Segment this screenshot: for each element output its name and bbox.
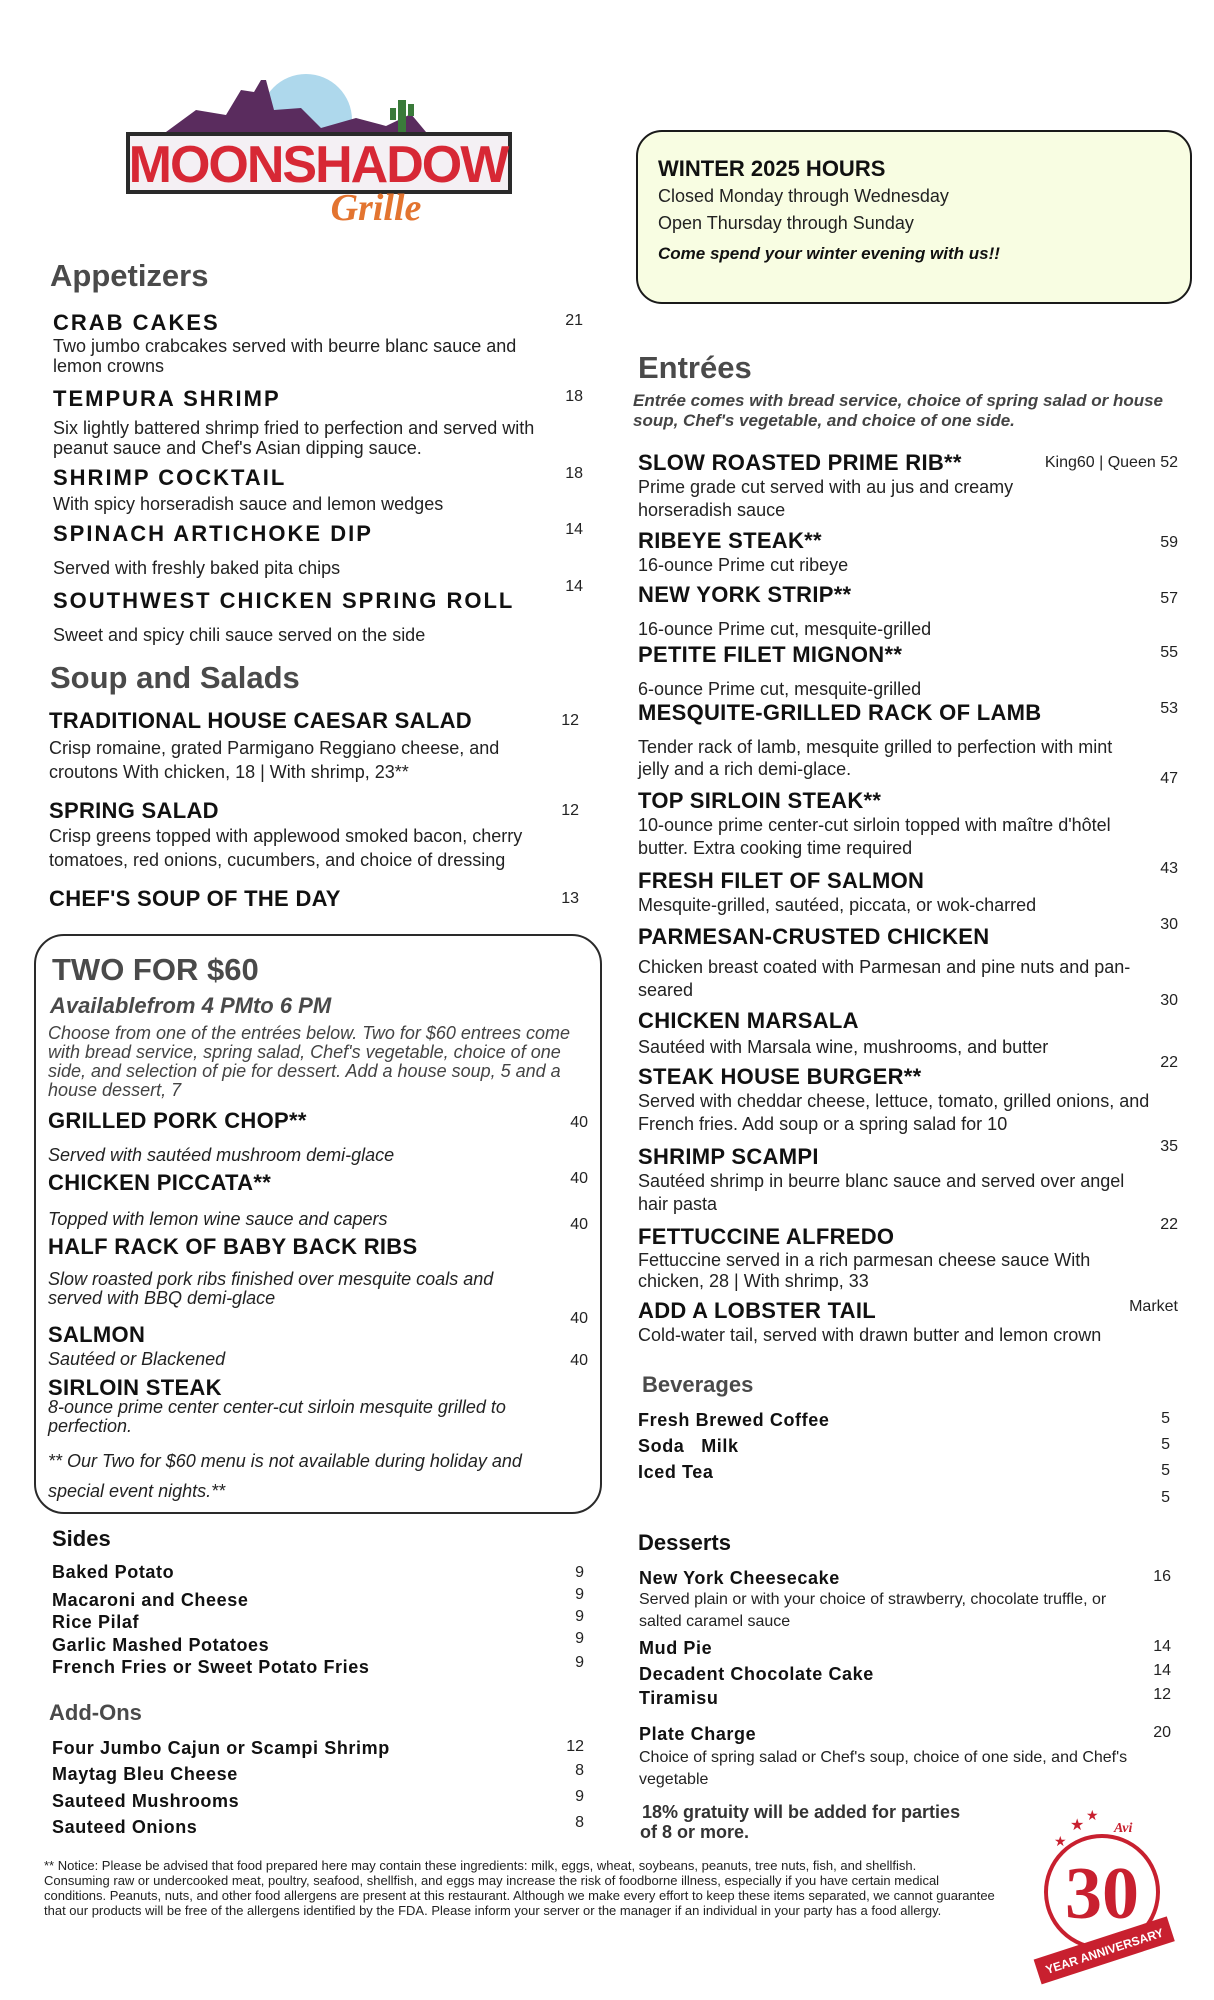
item-name: SPINACH ARTICHOKE DIP [53, 521, 373, 546]
item-price: 22 [1160, 1216, 1178, 1233]
item-price: 47 [1160, 770, 1178, 787]
beverage-item-name: Soda Milk [638, 1436, 739, 1456]
item-name: PETITE FILET MIGNON** [638, 642, 903, 667]
menu-item [638, 770, 1178, 860]
item-description: Sautéed or Blackened [48, 1349, 226, 1369]
menu-item [638, 642, 1178, 700]
item-name: ADD A LOBSTER TAIL [638, 1298, 877, 1323]
side-item-price: 9 [575, 1586, 584, 1603]
item-description: Six lightly battered shrimp fried to perfection and served with peanut sauce and Chef's Asian dipping sauce. [53, 418, 535, 458]
menu-item [53, 465, 583, 515]
side-item-price: 9 [575, 1654, 584, 1671]
item-description: Served with cheddar cheese, lettuce, tomato, grilled onions, and French fries. Add soup or a spring salad for 10 [638, 1091, 1150, 1134]
item-price: 13 [561, 890, 579, 907]
soups-heading: Soup and Salads [50, 660, 300, 695]
addon-item-name: Four Jumbo Cajun or Scampi Shrimp [52, 1738, 390, 1758]
desserts-heading: Desserts [638, 1530, 731, 1555]
item-description: Crisp greens topped with applewood smoked bacon, cherry tomatoes, red onions, cucumbers, and choice of dressing [49, 826, 523, 870]
item-description: 10-ounce prime center-cut sirloin topped with maître d'hôtel butter. Extra cooking time required [638, 815, 1111, 858]
item-description: Chicken breast coated with Parmesan and pine nuts and pan-seared [638, 957, 1131, 1000]
beverage-extra-price: 5 [1161, 1489, 1170, 1506]
item-name: SLOW ROASTED PRIME RIB** [638, 450, 962, 475]
menu-item [53, 578, 583, 646]
hours-line-2: Open Thursday through Sunday [658, 213, 914, 233]
item-name: SIRLOIN STEAK [48, 1375, 222, 1400]
sides-heading: Sides [52, 1526, 111, 1551]
item-price: 55 [1160, 644, 1178, 661]
item-name: SPRING SALAD [49, 798, 219, 823]
dessert-item [639, 1568, 1171, 1633]
addon-item-price: 12 [566, 1738, 584, 1755]
menu-item [638, 450, 1178, 522]
notice-line-1: ** Notice: Please be advised that food prepared here may contain these ingredients: milk, eggs, wheat, soybeans, peanuts, tree nuts, fish, and shellfish. [44, 1858, 917, 1873]
item-description: Topped with lemon wine sauce and capers [48, 1209, 388, 1229]
item-price: 14 [565, 521, 583, 538]
item-price: Market [1129, 1298, 1178, 1315]
item-description: Crisp romaine, grated Parmigano Reggiano cheese, and croutons With chicken, 18 | With shrimp, 23** [49, 738, 500, 782]
item-price: 12 [561, 802, 579, 819]
item-price: 30 [1160, 992, 1178, 1009]
dessert-item-price: 12 [1153, 1686, 1171, 1703]
logo-subtitle: Grille [330, 187, 422, 229]
dessert-item-name: Tiramisu [639, 1688, 719, 1708]
dessert-item-price: 16 [1153, 1568, 1171, 1585]
appetizers-list [53, 310, 583, 650]
plate-charge-price: 20 [1153, 1724, 1171, 1741]
menu-item [53, 521, 583, 579]
item-price: 40 [570, 1170, 588, 1187]
dessert-item-price: 14 [1153, 1638, 1171, 1655]
menu-item [638, 860, 1178, 916]
menu-item [49, 708, 579, 784]
beverage-item-price: 5 [1161, 1462, 1170, 1479]
item-price: King60 | Queen 52 [1044, 454, 1178, 471]
svg-text:★: ★ [1054, 1834, 1067, 1850]
addon-item-name: Sauteed Onions [52, 1817, 198, 1837]
dessert-item-name: Decadent Chocolate Cake [639, 1664, 874, 1684]
item-name: TOP SIRLOIN STEAK** [638, 788, 882, 813]
item-description: Cold-water tail, served with drawn butter and lemon crown [638, 1325, 1102, 1345]
item-name: MESQUITE-GRILLED RACK OF LAMB [638, 700, 1042, 725]
entrees-intro: Entrée comes with bread service, choice of spring salad or house soup, Chef's vegetable, and choice of one side. [633, 391, 1164, 430]
item-price: 53 [1160, 700, 1178, 717]
addon-item-price: 8 [575, 1814, 584, 1831]
item-description: Fettuccine served in a rich parmesan cheese sauce With chicken, 28 | With shrimp, 33 [638, 1250, 1091, 1291]
item-description: 16-ounce Prime cut ribeye [638, 555, 849, 575]
beverage-item-price: 5 [1161, 1410, 1170, 1427]
item-price: 43 [1160, 860, 1178, 877]
menu-item [48, 1310, 588, 1370]
addon-item-name: Maytag Bleu Cheese [52, 1764, 238, 1784]
item-description: 6-ounce Prime cut, mesquite-grilled [638, 679, 922, 699]
item-description: 8-ounce prime center center-cut sirloin mesquite grilled to perfection. [48, 1397, 506, 1436]
menu-item [638, 528, 1178, 576]
hours-line-1: Closed Monday through Wednesday [658, 186, 949, 206]
plate-charge [639, 1724, 1171, 1791]
item-price: 22 [1160, 1054, 1178, 1071]
item-description: Prime grade cut served with au jus and creamy horseradish sauce [638, 477, 1014, 520]
notice-line-2: Consuming raw or undercooked meat, poultry, seafood, shellfish, and eggs may increase the risk of foodborne illness, especially if you have certain medical conditions. Peanuts, nuts, and other food allergens are present at this restaurant. Although we make every effort to keep these items separated, we cannot guarantee that our products will be free of the allergens identified by the FDA. Please inform your server or the manager if an individual in your party has a food allergy. [44, 1873, 995, 1918]
restaurant-logo [126, 70, 516, 235]
beverage-item-name: Iced Tea [638, 1462, 714, 1482]
side-item-price: 9 [575, 1608, 584, 1625]
menu-item [638, 1216, 1178, 1292]
item-description: Sautéed with Marsala wine, mushrooms, and butter [638, 1037, 1049, 1057]
two-for-sixty-box [34, 934, 602, 1514]
item-name: SHRIMP SCAMPI [638, 1144, 819, 1169]
badge-number: 30 [1065, 1853, 1139, 1935]
menu-item [49, 798, 579, 872]
item-description: Two jumbo crabcakes served with beurre blanc sauce and lemon crowns [53, 336, 517, 376]
item-name: FETTUCCINE ALFREDO [638, 1224, 895, 1249]
item-price: 21 [565, 312, 583, 329]
item-description: Sautéed shrimp in beurre blanc sauce and served over angel hair pasta [638, 1171, 1125, 1214]
item-name: CRAB CAKES [53, 310, 220, 335]
item-name: GRILLED PORK CHOP** [48, 1108, 307, 1133]
item-price: 40 [570, 1114, 588, 1131]
item-price: 57 [1160, 590, 1178, 607]
two-for-intro: Choose from one of the entrées below. Two for $60 entrees come with bread service, spring salad, Chef's vegetable, choice of one side, and selection of pie for dessert. Add a house soup, 5 and a house dessert, 7 [48, 1023, 570, 1100]
item-name: CHICKEN PICCATA** [48, 1170, 272, 1195]
side-item-price: 9 [575, 1630, 584, 1647]
beverage-item-price: 5 [1161, 1436, 1170, 1453]
menu-item [638, 916, 1178, 1002]
item-description: Served with sautéed mushroom demi-glace [48, 1145, 395, 1165]
item-price: 30 [1160, 916, 1178, 933]
sides-list [52, 1562, 584, 1682]
plate-charge-description: Choice of spring salad or Chef's soup, choice of one side, and Chef's vegetable [639, 1749, 1128, 1788]
hours-title: WINTER 2025 HOURS [658, 156, 886, 181]
item-name: SALMON [48, 1322, 146, 1347]
item-name: CHEF'S SOUP OF THE DAY [49, 886, 341, 911]
badge-brand: Avi [1114, 1821, 1133, 1836]
svg-text:★: ★ [1070, 1815, 1085, 1834]
item-name: RIBEYE STEAK** [638, 528, 822, 553]
side-item-name: Rice Pilaf [52, 1612, 140, 1632]
menu-item [638, 1054, 1178, 1136]
menu-item [48, 1170, 588, 1230]
item-description: Served with freshly baked pita chips [53, 558, 341, 578]
winter-hours-box [636, 130, 1192, 304]
item-name: STEAK HOUSE BURGER** [638, 1064, 922, 1089]
menu-item [53, 386, 583, 458]
desserts-list [639, 1568, 1171, 1838]
item-description: Tender rack of lamb, mesquite grilled to perfection with mint jelly and a rich demi-glace. [638, 737, 1113, 779]
allergen-notice [44, 1858, 1000, 1918]
side-item-name: Baked Potato [52, 1562, 175, 1582]
item-name: FRESH FILET OF SALMON [638, 868, 925, 893]
item-name: NEW YORK STRIP** [638, 582, 852, 607]
item-price: 40 [570, 1352, 588, 1369]
side-item-name: French Fries or Sweet Potato Fries [52, 1657, 370, 1677]
menu-item [638, 582, 1178, 640]
item-price: 18 [565, 465, 583, 482]
menu-item [48, 1108, 588, 1166]
item-price: 35 [1160, 1138, 1178, 1155]
two-for-availability: Availablefrom 4 PMto 6 PM [50, 993, 332, 1018]
menu-item [638, 1138, 1178, 1216]
menu-item [49, 886, 579, 912]
menu-item [53, 310, 583, 376]
item-name: TRADITIONAL HOUSE CAESAR SALAD [49, 708, 472, 733]
two-for-footnote: ** Our Two for $60 menu is not available during holiday and special event nights.** [48, 1451, 522, 1501]
item-price: 59 [1160, 534, 1178, 551]
beverages-heading: Beverages [642, 1372, 754, 1397]
gratuity-note: 18% gratuity will be added for parties of 8 or more. [640, 1802, 961, 1842]
logo-wordmark: MOONSHADOW [128, 136, 508, 194]
dessert-item-name: Mud Pie [639, 1638, 713, 1658]
menu-item [638, 700, 1178, 780]
addon-item-name: Sauteed Mushrooms [52, 1791, 240, 1811]
menu-item [638, 992, 1178, 1058]
soups-list [49, 708, 579, 918]
item-name: HALF RACK OF BABY BACK RIBS [48, 1234, 418, 1259]
item-name: SHRIMP COCKTAIL [53, 465, 287, 490]
beverages-list [638, 1410, 1170, 1514]
item-description: 16-ounce Prime cut, mesquite-grilled [638, 619, 932, 639]
item-description: Slow roasted pork ribs finished over mesquite coals and served with BBQ demi-glace [48, 1269, 494, 1308]
item-price: 40 [570, 1310, 588, 1327]
badge-text: YEAR ANNIVERSARY [1043, 1925, 1166, 1977]
anniversary-badge [1020, 1800, 1180, 1990]
item-price: 40 [570, 1216, 588, 1233]
addons-list [52, 1738, 584, 1838]
item-name: PARMESAN-CRUSTED CHICKEN [638, 924, 990, 949]
addon-item-price: 9 [575, 1788, 584, 1805]
item-name: SOUTHWEST CHICKEN SPRING ROLL [53, 588, 515, 613]
addon-item-price: 8 [575, 1762, 584, 1779]
entrees-heading: Entrées [638, 350, 752, 385]
entrees-list [638, 450, 1178, 1370]
dessert-item-description: Served plain or with your choice of strawberry, chocolate truffle, or salted caramel sauce [639, 1591, 1107, 1630]
item-description: Mesquite-grilled, sautéed, piccata, or wok-charred [638, 895, 1037, 915]
dessert-item-price: 14 [1153, 1662, 1171, 1679]
item-price: 14 [565, 578, 583, 595]
plate-charge-name: Plate Charge [639, 1724, 757, 1744]
svg-text:★: ★ [1086, 1808, 1099, 1824]
two-for-title: TWO FOR $60 [52, 952, 259, 987]
item-name: TEMPURA SHRIMP [53, 386, 281, 411]
beverage-item-name: Fresh Brewed Coffee [638, 1410, 830, 1430]
menu-item [638, 1298, 1178, 1347]
addons-heading: Add-Ons [49, 1700, 142, 1725]
item-price: 18 [565, 388, 583, 405]
item-description: Sweet and spicy chili sauce served on the side [53, 625, 426, 645]
item-price: 12 [561, 712, 579, 729]
side-item-name: Macaroni and Cheese [52, 1590, 249, 1610]
item-description: With spicy horseradish sauce and lemon wedges [53, 494, 444, 514]
side-item-price: 9 [575, 1564, 584, 1581]
appetizers-heading: Appetizers [50, 258, 209, 293]
dessert-item-name: New York Cheesecake [639, 1568, 840, 1588]
item-name: CHICKEN MARSALA [638, 1008, 859, 1033]
side-item-name: Garlic Mashed Potatoes [52, 1635, 270, 1655]
hours-tagline: Come spend your winter evening with us!! [658, 244, 1000, 263]
